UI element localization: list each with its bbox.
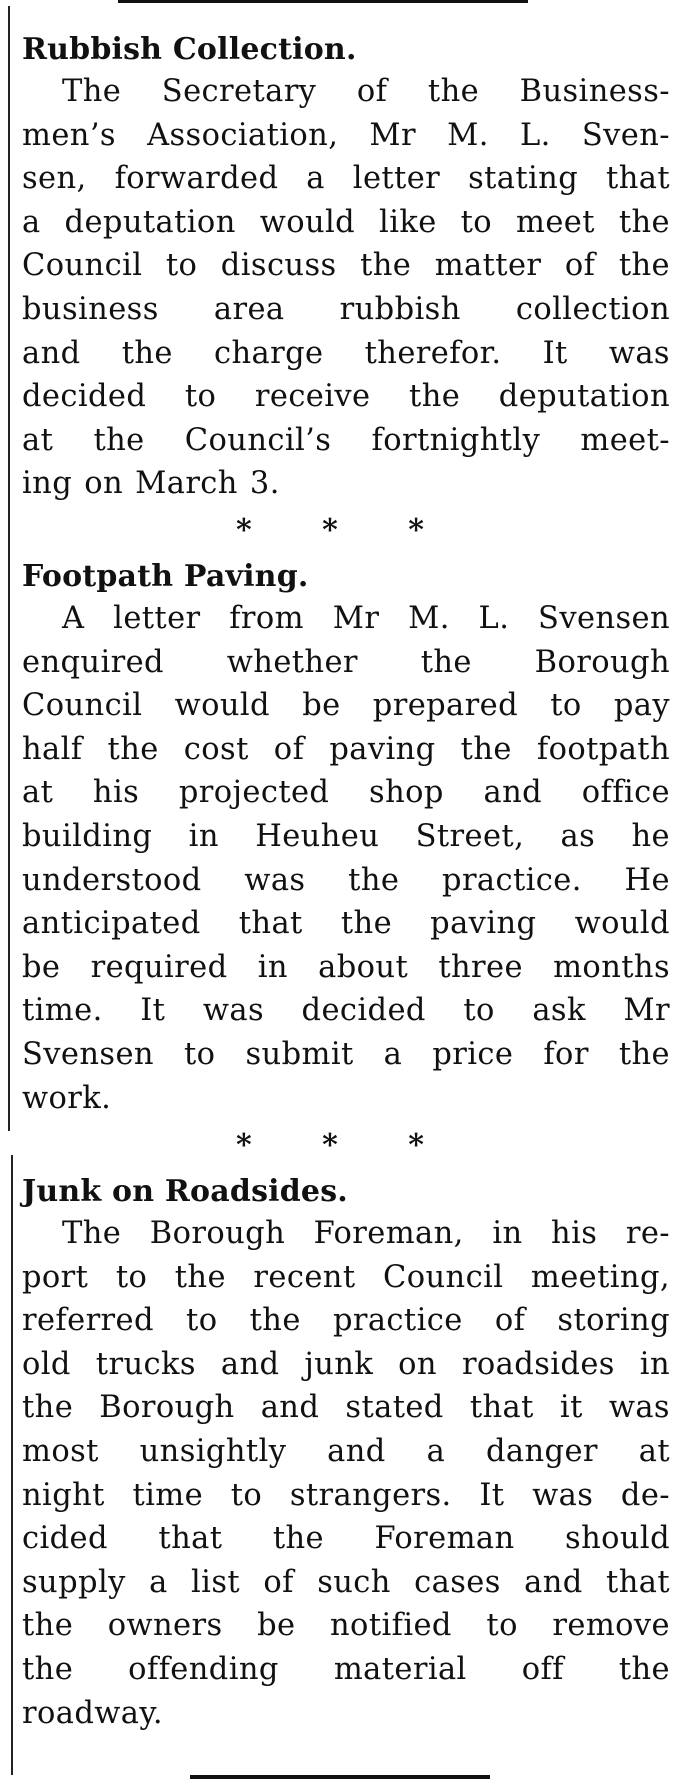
text-line: The Secretary of the Business- (62, 74, 670, 109)
text-line: men’s Association, Mr M. L. Sven- (22, 117, 670, 153)
heading-junk-on-roadsides: Junk on Roadsides. (22, 1174, 348, 1209)
text-line: The Borough Foreman, in his re- (62, 1216, 670, 1251)
column-rule-left-lower (11, 1155, 13, 1775)
text-line: Council would be prepared to pay (22, 688, 670, 724)
text-line: Council to discuss the matter of the (22, 248, 670, 284)
text-line: at his projected shop and office (22, 775, 670, 811)
text-line: at the Council’s fortnightly meet- (22, 422, 670, 458)
bottom-rule (190, 1775, 490, 1779)
text-line: supply a list of such cases and that (22, 1564, 670, 1600)
section-separator: * * * (236, 1128, 424, 1163)
text-line: roadway. (22, 1695, 164, 1731)
text-line: decided to receive the deputation (22, 379, 670, 415)
heading-footpath-paving: Footpath Paving. (22, 559, 309, 594)
article-junk-on-roadsides (22, 1172, 670, 1735)
paragraph-footpath-paving (22, 597, 670, 1120)
text-line: night time to strangers. It was de- (22, 1477, 670, 1513)
text-line: Svensen to submit a price for the (22, 1036, 670, 1072)
heading-rubbish-collection: Rubbish Collection. (22, 32, 357, 67)
text-line: most unsightly and a danger at (22, 1433, 670, 1469)
text-line: business area rubbish collection (22, 291, 670, 327)
text-line: and the charge therefor. It was (22, 335, 670, 371)
text-line: enquired whether the Borough (22, 644, 670, 680)
text-line: port to the recent Council meeting, (22, 1259, 670, 1295)
text-line: half the cost of paving the footpath (22, 731, 670, 767)
text-line: ing on March 3. (22, 466, 280, 502)
column-rule-left (8, 6, 10, 1131)
text-line: time. It was decided to ask Mr (22, 993, 670, 1029)
text-line: work. (22, 1080, 112, 1116)
text-line: building in Heuheu Street, as he (22, 818, 670, 854)
text-line: the owners be notified to remove (22, 1608, 670, 1644)
text-line: old trucks and junk on roadsides in (22, 1346, 670, 1382)
text-line: referred to the practice of storing (22, 1303, 670, 1339)
text-line: A letter from Mr M. L. Svensen (62, 601, 670, 636)
text-line: sen, forwarded a letter stating that (22, 161, 670, 197)
text-line: the offending material off the (22, 1651, 670, 1687)
section-separator: * * * (236, 513, 424, 548)
paragraph-junk-on-roadsides (22, 1212, 670, 1735)
text-line: be required in about three months (22, 949, 670, 985)
paragraph-rubbish-collection (22, 70, 670, 506)
text-line: the Borough and stated that it was (22, 1390, 670, 1426)
article-rubbish-collection (22, 30, 670, 506)
text-line: cided that the Foreman should (22, 1521, 670, 1557)
text-line: understood was the practice. He (22, 862, 670, 898)
text-line: anticipated that the paving would (22, 906, 670, 942)
text-line: a deputation would like to meet the (22, 204, 670, 240)
article-footpath-paving (22, 557, 670, 1120)
top-rule (118, 0, 528, 3)
